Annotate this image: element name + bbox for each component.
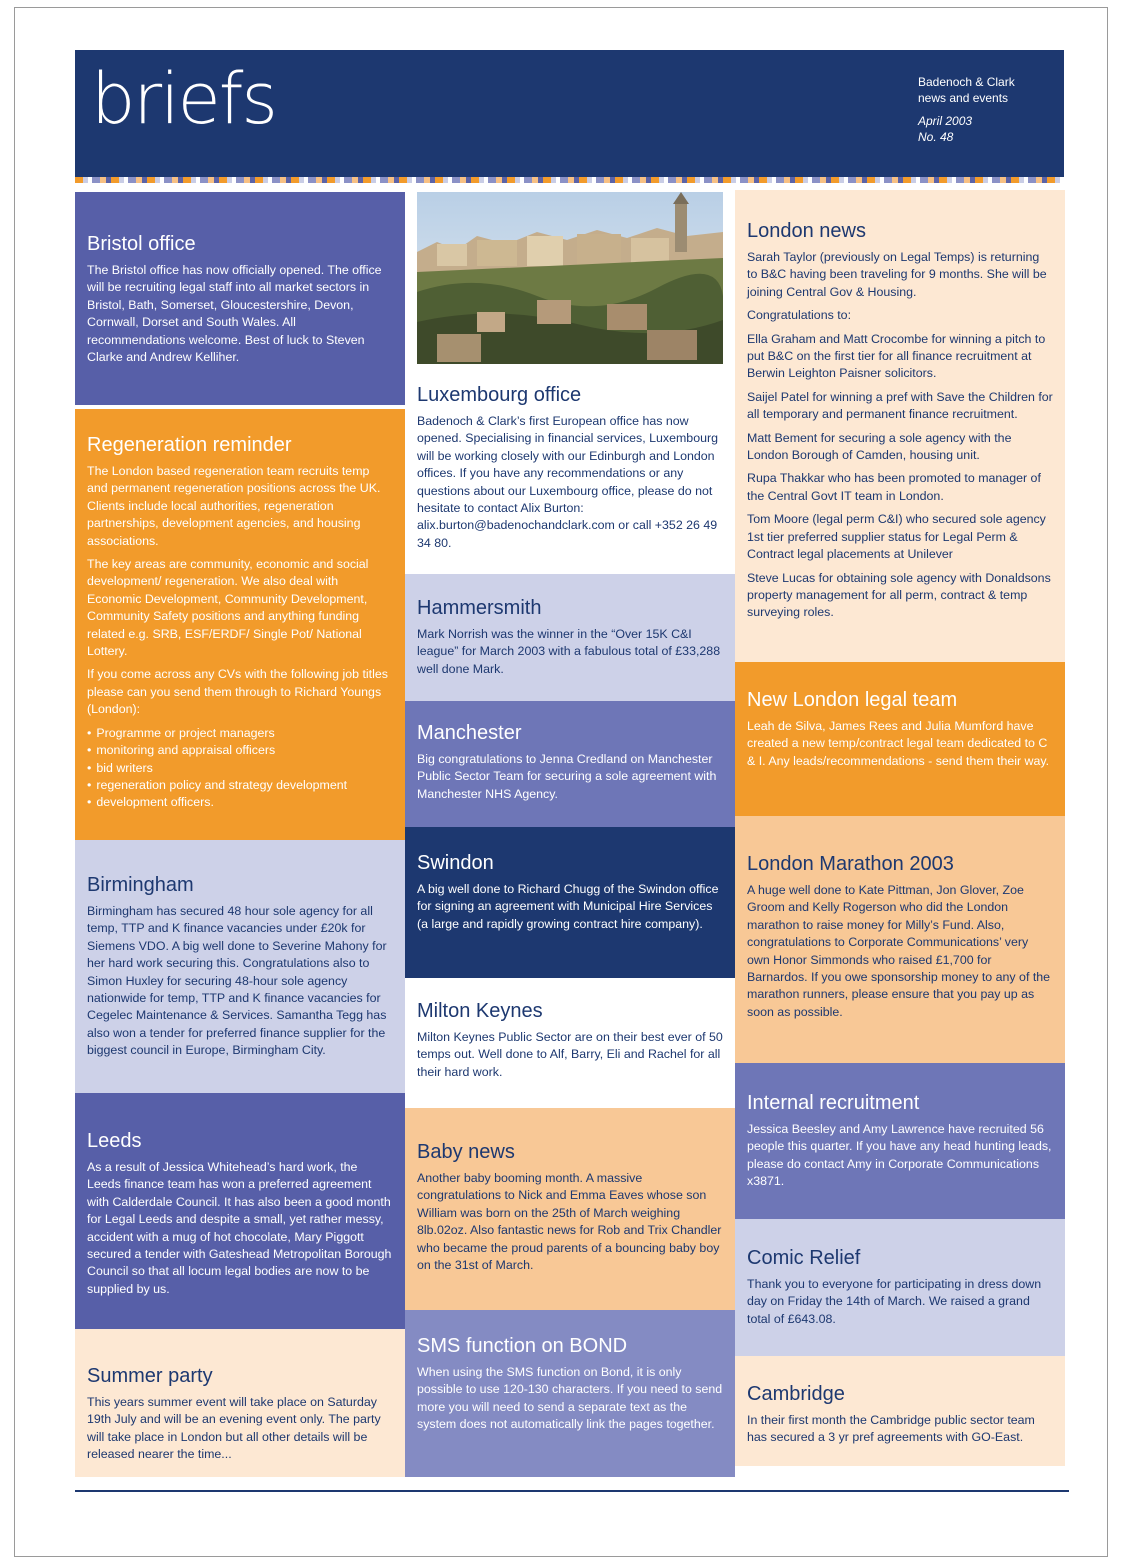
article-body: The key areas are community, economic and social development/ regeneration. We also deal with Economic Development, Community Development, Community Safety positions and anything funding related e.g. SRB, ESF/ERDF/ Single Pot/ National Lottery. xyxy=(87,557,369,659)
company-tagline: news and events xyxy=(918,91,1009,105)
article-swindon xyxy=(405,827,735,978)
article-title: London Marathon 2003 xyxy=(747,853,954,875)
article-london-news xyxy=(735,190,1065,662)
article-title: Internal recruitment xyxy=(747,1092,920,1114)
article-body: Jessica Beesley and Amy Lawrence have recruited 56 people this quarter. If you have any head hunting leads, please do contact Amy in Corporate Communications x3871. xyxy=(747,1122,1052,1189)
article-title: Comic Relief xyxy=(747,1247,861,1269)
masthead xyxy=(75,50,1064,177)
article-body: In their first month the Cambridge public sector team has secured a 3 yr pref agreements with GO-East. xyxy=(747,1413,1035,1445)
list-item: • Programme or project managers xyxy=(87,725,393,742)
article-body: The Bristol office has now officially opened. The office will be recruiting legal staff into all market sectors in Bristol, Bath, Somerset, Gloucestershire, Devon, Cornwall, Dorset and South Wales. All recommendations welcome. Best of luck to Steven Clarke and Andrew Kelliher. xyxy=(87,263,382,365)
article-title: Summer party xyxy=(87,1365,213,1387)
article-body: When using the SMS function on Bond, it is only possible to use 120-130 characters. If you need to send more you will need to send a separate text as the system does not automatically link the pages together. xyxy=(417,1365,723,1432)
masthead-meta xyxy=(918,74,1015,145)
article-hammersmith xyxy=(405,574,735,701)
article-title: Cambridge xyxy=(747,1383,845,1405)
article-title: London news xyxy=(747,220,866,242)
decorative-stripe xyxy=(75,177,1064,183)
article-body: A big well done to Richard Chugg of the Swindon office for signing an agreement with Municipal Hire Services (a large and rapidly growing contract hire company). xyxy=(417,882,719,931)
article-title: New London legal team xyxy=(747,689,958,711)
article-luxembourg xyxy=(405,192,735,574)
article-body: If you come across any CVs with the following job titles please can you send them through to Richard Youngs (London): xyxy=(87,667,388,717)
article-body: Mark Norrish was the winner in the “Over 15K C&I league” for March 2003 with a fabulous total of £33,288 well done Mark. xyxy=(417,627,721,676)
list-item: • monitoring and appraisal officers xyxy=(87,742,393,759)
logo: briefs xyxy=(91,58,276,140)
article-regeneration xyxy=(75,409,405,840)
article-body: A huge well done to Kate Pittman, Jon Glover, Zoe Groom and Kelly Rogerson who did the London marathon to raise money for Milly’s Fund. Also, congratulations to Corporate Communications’ very own Honor Simmonds who raised £1,700 for Barnardos. If you owe sponsorship money to any of the marathon runners, please ensure that you pay up as soon as possible. xyxy=(747,883,1051,1019)
article-milton-keynes xyxy=(405,978,735,1108)
article-new-london-legal xyxy=(735,662,1065,816)
article-title: Hammersmith xyxy=(417,597,542,619)
article-body: Tom Moore (legal perm C&I) who secured sole agency 1st tier preferred supplier status for Legal Perm & Contract legal placements at Unilever xyxy=(747,512,1046,562)
article-cambridge xyxy=(735,1356,1065,1466)
article-body: Thank you to everyone for participating in dress down day on Friday the 14th of March. We raised a grand total of £643.08. xyxy=(747,1277,1042,1326)
article-manchester xyxy=(405,701,735,827)
article-comic-relief xyxy=(735,1219,1065,1356)
article-bristol xyxy=(75,192,405,405)
article-body: Matt Bement for securing a sole agency with the London Borough of Camden, housing unit. xyxy=(747,430,1012,463)
article-title: Luxembourg office xyxy=(417,384,582,406)
article-body: Leah de Silva, James Rees and Julia Mumford have created a new temp/contract legal team dedicated to C & I. Any leads/recommendations - send them their way. xyxy=(747,719,1050,768)
company-name: Badenoch & Clark xyxy=(918,75,1015,89)
article-title: Baby news xyxy=(417,1141,515,1163)
article-body: Another baby booming month. A massive congratulations to Nick and Emma Eaves whose son William was born on the 25th of March weighing 8lb.02oz. Also fantastic news for Rob and Trix Chandler who became the proud parents of a bouncing baby boy on the 31st of March. xyxy=(417,1171,722,1273)
article-body: Congratulations to: xyxy=(747,308,852,323)
article-london-marathon xyxy=(735,816,1065,1063)
issue-date: April 2003 xyxy=(918,114,973,128)
article-title: Bristol office xyxy=(87,233,196,255)
job-title-list xyxy=(87,725,393,812)
article-body: The London based regeneration team recruits temp and permanent regeneration positions across the UK. Clients include local authorities, regeneration partnerships, development agencies, and housing associations. xyxy=(87,464,381,548)
luxembourg-city-photo xyxy=(417,192,723,364)
article-title: Swindon xyxy=(417,852,494,874)
bottom-rule xyxy=(75,1490,1069,1492)
article-body: Milton Keynes Public Sector are on their best ever of 50 temps out. Well done to Alf, Barry, Eli and Rachel for all their hard work. xyxy=(417,1030,723,1079)
list-item: • development officers. xyxy=(87,794,393,811)
article-sms-function xyxy=(405,1310,735,1477)
article-body: Badenoch & Clark’s first European office has now opened. Specialising in financial services, Luxembourg will be working closely with our Edinburgh and London offices. If you have any recommendations or any questions about our Luxembourg office, please do not hesitate to contact Alix Burton: alix.burton@badenochandclark.com or call +352 26 49 34 80. xyxy=(417,414,718,550)
article-title: Birmingham xyxy=(87,874,194,896)
article-baby-news xyxy=(405,1108,735,1310)
article-summer-party xyxy=(75,1329,405,1477)
article-title: Regeneration reminder xyxy=(87,434,292,456)
article-internal-recruitment xyxy=(735,1063,1065,1219)
article-leeds xyxy=(75,1093,405,1329)
article-body: As a result of Jessica Whitehead’s hard work, the Leeds finance team has won a preferred agreement with Calderdale Council. It has also been a good month for Legal Leeds and despite a small, yet rather messy, accident with a mug of hot chocolate, Mary Piggott secured a tender with Gateshead Metropolitan Borough Council so that all locum legal bodies are now to be supplied by us. xyxy=(87,1160,392,1296)
list-item: • bid writers xyxy=(87,760,393,777)
article-title: SMS function on BOND xyxy=(417,1335,628,1357)
article-body: Big congratulations to Jenna Credland on Manchester Public Sector Team for securing a sole agreement with Manchester NHS Agency. xyxy=(417,752,717,801)
article-body: Steve Lucas for obtaining sole agency with Donaldsons property management for all perm, contract & temp surveying roles. xyxy=(747,570,1051,620)
article-body: Ella Graham and Matt Crocombe for winning a pitch to put B&C on the first tier for all finance recruitment at Berwin Leighton Paisner solicitors. xyxy=(747,331,1046,381)
article-title: Milton Keynes xyxy=(417,1000,543,1022)
article-body: Rupa Thakkar who has been promoted to manager of the Central Govt IT team in London. xyxy=(747,471,1041,503)
issue-number: No. 48 xyxy=(918,130,954,144)
article-body: Birmingham has secured 48 hour sole agency for all temp, TTP and K finance vacancies under £20k for Siemens VDO. A big well done to Severine Mahony for her hard work securing this. Congratulations also to Simon Huxley for securing 48-hour sole agency nationwide for temp, TTP and K finance vacancies for Cegelec Maintenance & Services. Samantha Tegg has also won a tender for preferred finance supplier for the biggest council in Europe, Birmingham City. xyxy=(87,904,387,1058)
list-item: • regeneration policy and strategy development xyxy=(87,777,393,794)
article-title: Manchester xyxy=(417,722,522,744)
article-body: This years summer event will take place on Saturday 19th July and will be an evening event only. The party will take place in London but all other details will be released nearer the time... xyxy=(87,1395,381,1462)
article-title: Leeds xyxy=(87,1130,142,1152)
article-body: Saijel Patel for winning a pref with Save the Children for all temporary and permanent finance recruitment. xyxy=(747,389,1053,422)
article-birmingham xyxy=(75,840,405,1093)
article-body: Sarah Taylor (previously on Legal Temps) is returning to B&C having been traveling for 9 months. She will be joining Central Gov & Housing. xyxy=(747,250,1047,299)
